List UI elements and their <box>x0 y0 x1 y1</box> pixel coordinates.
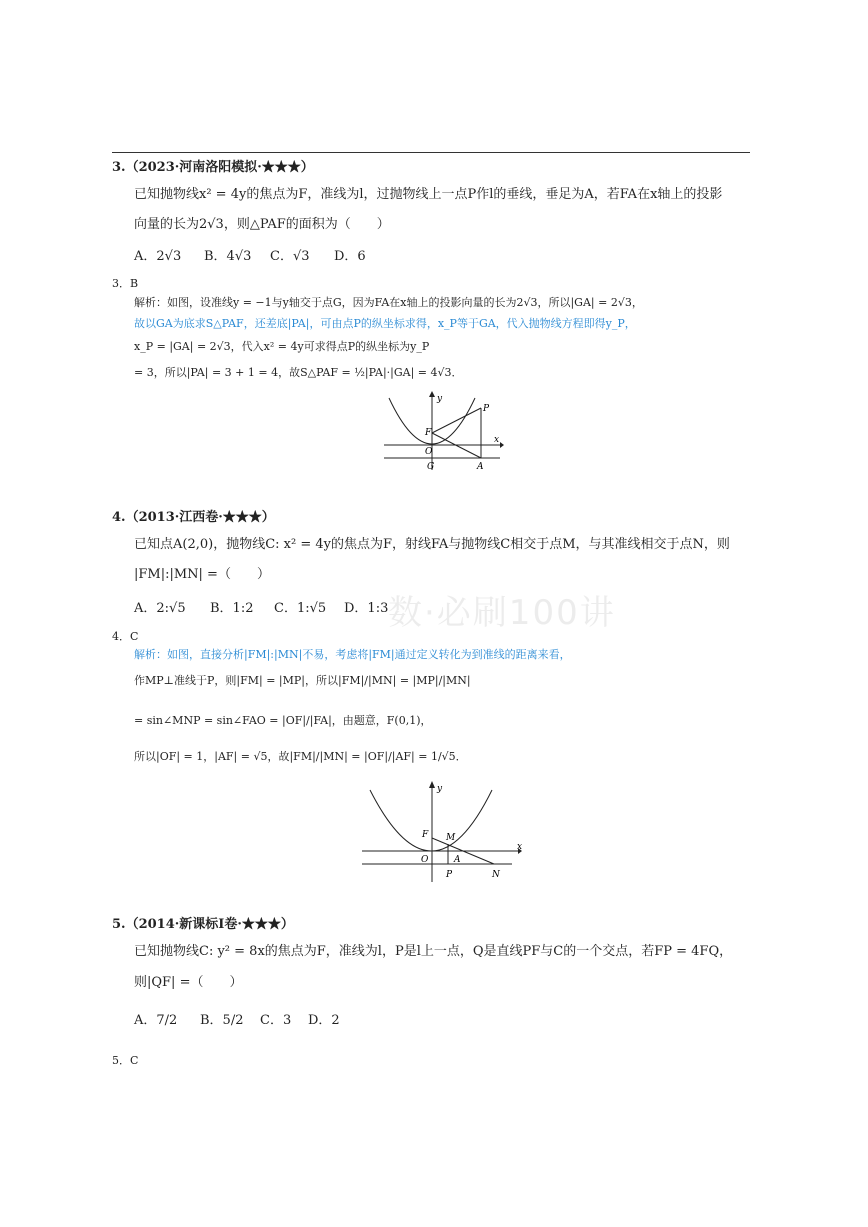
q3-figure <box>384 390 504 472</box>
q4-solution-2: 作MP⊥准线于P，则|FM| = |MP|，所以|FM|/|MN| = |MP|/|MN| <box>134 674 471 687</box>
fig1-label-f: F <box>425 428 432 438</box>
fig1-label-a: A <box>477 462 484 472</box>
q3-line1: 已知抛物线x² = 4y的焦点为F，准线为l，过抛物线上一点P作l的垂线，垂足为A，若FA在x轴上的投影 <box>134 187 723 202</box>
q5-line2: 则|QF| =（ ） <box>134 975 243 990</box>
q5-header: 5.（2014·新课标Ⅰ卷·★★★） <box>112 917 294 932</box>
q5-answer: 5．C <box>112 1054 139 1067</box>
fig2-label-p: P <box>446 870 453 880</box>
q3-option-b: B．4√3 <box>204 249 252 264</box>
q5-option-d: D．2 <box>308 1013 340 1028</box>
fig1-label-y: y <box>437 394 443 404</box>
q3-solution-3: x_P = |GA| = 2√3，代入x² = 4y可求得点P的纵坐标为y_P <box>134 340 430 353</box>
q3-option-c: C．√3 <box>270 249 310 264</box>
q5-option-c: C．3 <box>260 1013 292 1028</box>
fig1-label-p: P <box>483 404 490 414</box>
q4-line1: 已知点A(2,0)，抛物线C: x² = 4y的焦点为F，射线FA与抛物线C相交于点M，与其准线相交于点N，则 <box>134 537 730 552</box>
q4-option-d: D．1:3 <box>344 601 389 616</box>
fig1-x-arrow <box>500 442 504 448</box>
q3-option-d: D．6 <box>334 249 366 264</box>
fig2-label-n: N <box>492 870 500 880</box>
q3-solution-2: 故以GA为底求S△PAF，还差底|PA|，可由点P的纵坐标求得，x_P等于GA，代入抛物线方程即得y_P， <box>134 317 636 330</box>
fig2-y-arrow <box>429 781 435 788</box>
q4-line2: |FM|:|MN| =（ ） <box>134 567 270 582</box>
fig1-label-o: O <box>425 447 433 457</box>
q4-answer: 4．C <box>112 630 139 643</box>
top-rule <box>112 152 750 153</box>
q4-solution-1: 解析：如图，直接分析|FM|:|MN|不易，考虑将|FM|通过定义转化为到准线的距离来看， <box>134 648 571 661</box>
q4-option-a: A．2:√5 <box>134 601 186 616</box>
fig1-label-g: G <box>427 462 435 472</box>
q3-answer: 3．B <box>112 277 139 290</box>
q4-solution-4: 所以|OF| = 1，|AF| = √5，故|FM|/|MN| = |OF|/|AF| = 1/√5． <box>134 750 467 763</box>
fig2-label-o: O <box>421 855 429 865</box>
q5-option-a: A．7/2 <box>134 1013 178 1028</box>
fig2-label-m: M <box>446 833 456 843</box>
fig1-label-x: x <box>494 435 500 445</box>
q5-line1: 已知抛物线C: y² = 8x的焦点为F，准线为l，P是l上一点，Q是直线PF与C的一个交点，若FP = 4FQ， <box>134 944 733 959</box>
fig2-parabola <box>370 790 492 851</box>
fig2-label-x: x <box>517 842 523 852</box>
fig1-y-arrow <box>429 391 435 397</box>
q3-header: 3.（2023·河南洛阳模拟·★★★） <box>112 160 314 175</box>
fig2-label-y: y <box>437 784 443 794</box>
q4-header: 4.（2013·江西卷·★★★） <box>112 510 275 525</box>
q3-line2: 向量的长为2√3，则△PAF的面积为（ ） <box>134 217 390 232</box>
q4-solution-3: = sin∠MNP = sin∠FAO = |OF|/|FA|，由题意，F(0,1)， <box>134 714 432 727</box>
q4-option-b: B．1:2 <box>210 601 254 616</box>
q4-figure <box>362 778 526 882</box>
fig2-label-a: A <box>454 855 461 865</box>
fig2-label-f: F <box>422 830 429 840</box>
q4-option-c: C．1:√5 <box>274 601 327 616</box>
q5-option-b: B．5/2 <box>200 1013 244 1028</box>
q3-solution-4: = 3，所以|PA| = 3 + 1 = 4，故S△PAF = ½|PA|·|GA| = 4√3． <box>134 366 463 379</box>
watermark: 数·必刷100讲 <box>388 593 616 633</box>
q3-solution-1: 解析：如图，设准线y = −1与y轴交于点G，因为FA在x轴上的投影向量的长为2√3，所以|GA| = 2√3， <box>134 296 643 309</box>
q3-option-a: A．2√3 <box>134 249 182 264</box>
